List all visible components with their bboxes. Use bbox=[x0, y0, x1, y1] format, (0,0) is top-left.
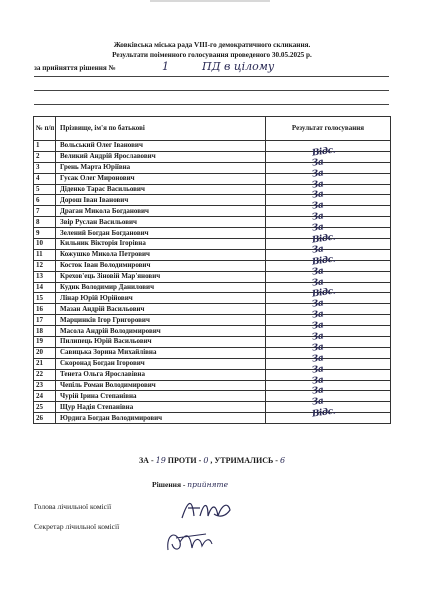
vote-result-cell bbox=[266, 309, 391, 326]
deputy-name: Чурій Ірина Степанівна bbox=[56, 391, 266, 402]
row-number: 6 bbox=[34, 195, 56, 206]
utrymalys-label: , УТРИМАЛИСЬ - bbox=[210, 456, 278, 465]
table-row bbox=[34, 369, 391, 380]
vote-result-cell bbox=[266, 189, 391, 206]
deputy-name: Зелений Богдан Богданович bbox=[56, 228, 266, 239]
vote-mark: За bbox=[311, 385, 324, 398]
vote-mark: За bbox=[311, 342, 324, 354]
deputy-name: Мазан Андрій Васильович bbox=[56, 304, 266, 315]
vote-result-cell bbox=[266, 167, 391, 184]
row-number: 9 bbox=[34, 228, 56, 239]
table-header-row bbox=[34, 117, 391, 141]
table-row bbox=[34, 293, 391, 304]
vote-result-cell bbox=[266, 406, 391, 424]
table-row bbox=[34, 195, 391, 206]
row-number: 22 bbox=[34, 369, 56, 380]
deputy-name: Скоронад Богдан Ігорович bbox=[56, 358, 266, 369]
deputy-name: Лінар Юрій Юрійович bbox=[56, 293, 266, 304]
proty-label: ПРОТИ - bbox=[167, 456, 202, 465]
deputy-name: Великий Андрій Ярославович bbox=[56, 151, 266, 162]
vote-result-cell bbox=[266, 342, 391, 358]
vote-result-cell bbox=[266, 286, 391, 304]
deputy-name: Гуєак Олег Миронович bbox=[56, 173, 266, 184]
row-number: 3 bbox=[34, 162, 56, 173]
deputy-name: Дорош Іван Іванович bbox=[56, 195, 266, 206]
vote-mark: Відс. bbox=[311, 254, 336, 268]
resolution-value: прийняте bbox=[187, 480, 229, 489]
table-row bbox=[34, 304, 391, 315]
decision-underline-2 bbox=[34, 90, 389, 91]
row-number: 23 bbox=[34, 380, 56, 391]
row-number: 15 bbox=[34, 293, 56, 304]
vote-mark: За bbox=[311, 222, 324, 234]
deputy-name: Савицька Зорина Михайлівна bbox=[56, 347, 266, 358]
vote-mark: За bbox=[311, 298, 324, 311]
row-number: 10 bbox=[34, 239, 56, 250]
utrymalys-value: 6 bbox=[279, 456, 286, 465]
vote-mark: За bbox=[311, 178, 324, 191]
vote-result-cell bbox=[266, 145, 391, 162]
table-row bbox=[34, 347, 391, 358]
row-number: 25 bbox=[34, 402, 56, 413]
deputy-name: Марцинків Ігор Григорович bbox=[56, 315, 266, 326]
vote-mark: За bbox=[311, 200, 324, 213]
vote-result-cell bbox=[266, 298, 391, 315]
council-title: Жовківська міська рада VIII-го демократичного скликання. bbox=[113, 41, 311, 49]
resolution-label: Рішення - bbox=[152, 480, 186, 489]
table-row bbox=[34, 271, 391, 282]
vote-result-cell bbox=[266, 254, 391, 271]
table-row bbox=[34, 260, 391, 271]
table-row bbox=[34, 282, 391, 293]
table-row bbox=[34, 239, 391, 250]
vote-result-cell bbox=[266, 374, 391, 391]
vote-result-cell bbox=[266, 157, 391, 173]
table-row bbox=[34, 173, 391, 184]
row-number: 18 bbox=[34, 326, 56, 337]
vote-result-cell bbox=[266, 200, 391, 217]
decision-underline bbox=[34, 76, 389, 77]
table-row bbox=[34, 326, 391, 337]
decision-label: за прийняття рішення № bbox=[34, 64, 116, 72]
vote-mark: Відс. bbox=[311, 286, 336, 301]
row-number: 1 bbox=[34, 141, 56, 152]
vote-mark: За bbox=[311, 265, 324, 278]
vote-mark: За bbox=[311, 167, 324, 180]
deputy-name: Щур Надія Степанівна bbox=[56, 402, 266, 413]
table-row bbox=[34, 402, 391, 413]
voting-results-title: Результати поіменного голосування проведеного 30.05.2025 р. bbox=[112, 51, 312, 59]
chair-label: Голова лічильної комісії bbox=[34, 502, 112, 511]
row-number: 26 bbox=[34, 413, 56, 424]
table-row bbox=[34, 358, 391, 369]
vote-mark: За bbox=[311, 309, 324, 321]
header-name: Прізвище, ім'я по батькові bbox=[56, 117, 266, 141]
vote-mark: За bbox=[311, 189, 324, 202]
deputy-name: Масола Андрій Володимирович bbox=[56, 326, 266, 337]
vote-mark: Відс. bbox=[311, 406, 336, 420]
vote-result-cell bbox=[266, 265, 391, 282]
vote-mark: За bbox=[311, 331, 324, 343]
vote-result-cell bbox=[266, 385, 391, 402]
deputy-name: Драган Микола Богданович bbox=[56, 206, 266, 217]
row-number: 2 bbox=[34, 151, 56, 162]
deputy-name: Юрдига Богдан Володимирович bbox=[56, 413, 266, 424]
vote-mark: За bbox=[311, 157, 324, 169]
row-number: 13 bbox=[34, 271, 56, 282]
row-number: 21 bbox=[34, 358, 56, 369]
vote-result-cell bbox=[266, 363, 391, 380]
deputy-name: Звір Руслан Васильович bbox=[56, 217, 266, 228]
vote-totals bbox=[0, 456, 424, 465]
deputy-name: Грень Марта Юріївна bbox=[56, 162, 266, 173]
row-number: 24 bbox=[34, 391, 56, 402]
decision-underline-3 bbox=[34, 104, 389, 105]
za-value: 19 bbox=[155, 456, 166, 465]
scan-residue bbox=[150, 0, 270, 4]
table-row bbox=[34, 151, 391, 162]
row-number: 19 bbox=[34, 337, 56, 348]
vote-result-cell bbox=[266, 331, 391, 348]
decision-number: 1 bbox=[162, 60, 169, 73]
header-num: № п/п bbox=[34, 117, 56, 141]
table-row bbox=[34, 391, 391, 402]
secretary-label: Секретар лічильної комісії bbox=[34, 522, 120, 531]
resolution-line bbox=[152, 480, 228, 489]
deputy-name: Кожушко Микола Петрович bbox=[56, 249, 266, 260]
vote-result-cell bbox=[266, 232, 391, 250]
vote-mark: За bbox=[311, 211, 324, 223]
vote-mark: За bbox=[311, 363, 324, 376]
deputy-name: Тенета Ольга Ярославівна bbox=[56, 369, 266, 380]
voting-table bbox=[33, 116, 391, 424]
za-label: ЗА - bbox=[138, 456, 154, 465]
row-number: 4 bbox=[34, 173, 56, 184]
vote-mark: За bbox=[311, 276, 324, 289]
deputy-name: Діденко Тарас Васильович bbox=[56, 184, 266, 195]
deputy-name: Вольський Олег Іванович bbox=[56, 141, 266, 152]
header-result: Результат голосування bbox=[266, 117, 391, 141]
row-number: 11 bbox=[34, 249, 56, 260]
row-number: 20 bbox=[34, 347, 56, 358]
row-number: 7 bbox=[34, 206, 56, 217]
chair-signature bbox=[178, 494, 234, 524]
row-number: 16 bbox=[34, 304, 56, 315]
row-number: 12 bbox=[34, 260, 56, 271]
document-header bbox=[0, 40, 424, 60]
deputy-name: Крехов'ець Зіновій Мар'янович bbox=[56, 271, 266, 282]
deputy-name: Чепіль Роман Володимирович bbox=[56, 380, 266, 391]
vote-mark: За bbox=[311, 374, 324, 387]
vote-result-cell bbox=[266, 353, 391, 369]
table-row bbox=[34, 162, 391, 173]
vote-mark: Відс. bbox=[311, 232, 336, 246]
vote-mark: За bbox=[311, 396, 324, 409]
vote-mark: Відс. bbox=[311, 145, 336, 159]
deputy-name: Кильник Вікторія Ігорівна bbox=[56, 239, 266, 250]
row-number: 5 bbox=[34, 184, 56, 195]
proty-value: 0 bbox=[203, 456, 209, 465]
deputy-name: Кудик Володимир Данилович bbox=[56, 282, 266, 293]
deputy-name: Пилипець Юрій Васильович bbox=[56, 337, 266, 348]
table-row bbox=[34, 249, 391, 260]
decision-handwritten: ПД в цілому bbox=[202, 60, 275, 73]
row-number: 17 bbox=[34, 315, 56, 326]
table-row bbox=[34, 315, 391, 326]
table-row bbox=[34, 380, 391, 391]
table-row bbox=[34, 228, 391, 239]
vote-mark: За bbox=[311, 320, 324, 332]
deputy-name: Косток Іван Володимирович bbox=[56, 260, 266, 271]
row-number: 8 bbox=[34, 217, 56, 228]
table-row bbox=[34, 184, 391, 195]
table-row bbox=[34, 337, 391, 348]
table-row bbox=[34, 141, 391, 152]
vote-result-cell bbox=[266, 320, 391, 337]
vote-mark: За bbox=[311, 244, 324, 256]
vote-mark: За bbox=[311, 353, 324, 365]
table-row bbox=[34, 413, 391, 424]
table-row bbox=[34, 206, 391, 217]
vote-result-cell bbox=[266, 178, 391, 195]
vote-result-cell bbox=[266, 211, 391, 228]
secretary-signature bbox=[162, 524, 216, 556]
decision-line bbox=[34, 62, 394, 76]
table-row bbox=[34, 217, 391, 228]
row-number: 14 bbox=[34, 282, 56, 293]
